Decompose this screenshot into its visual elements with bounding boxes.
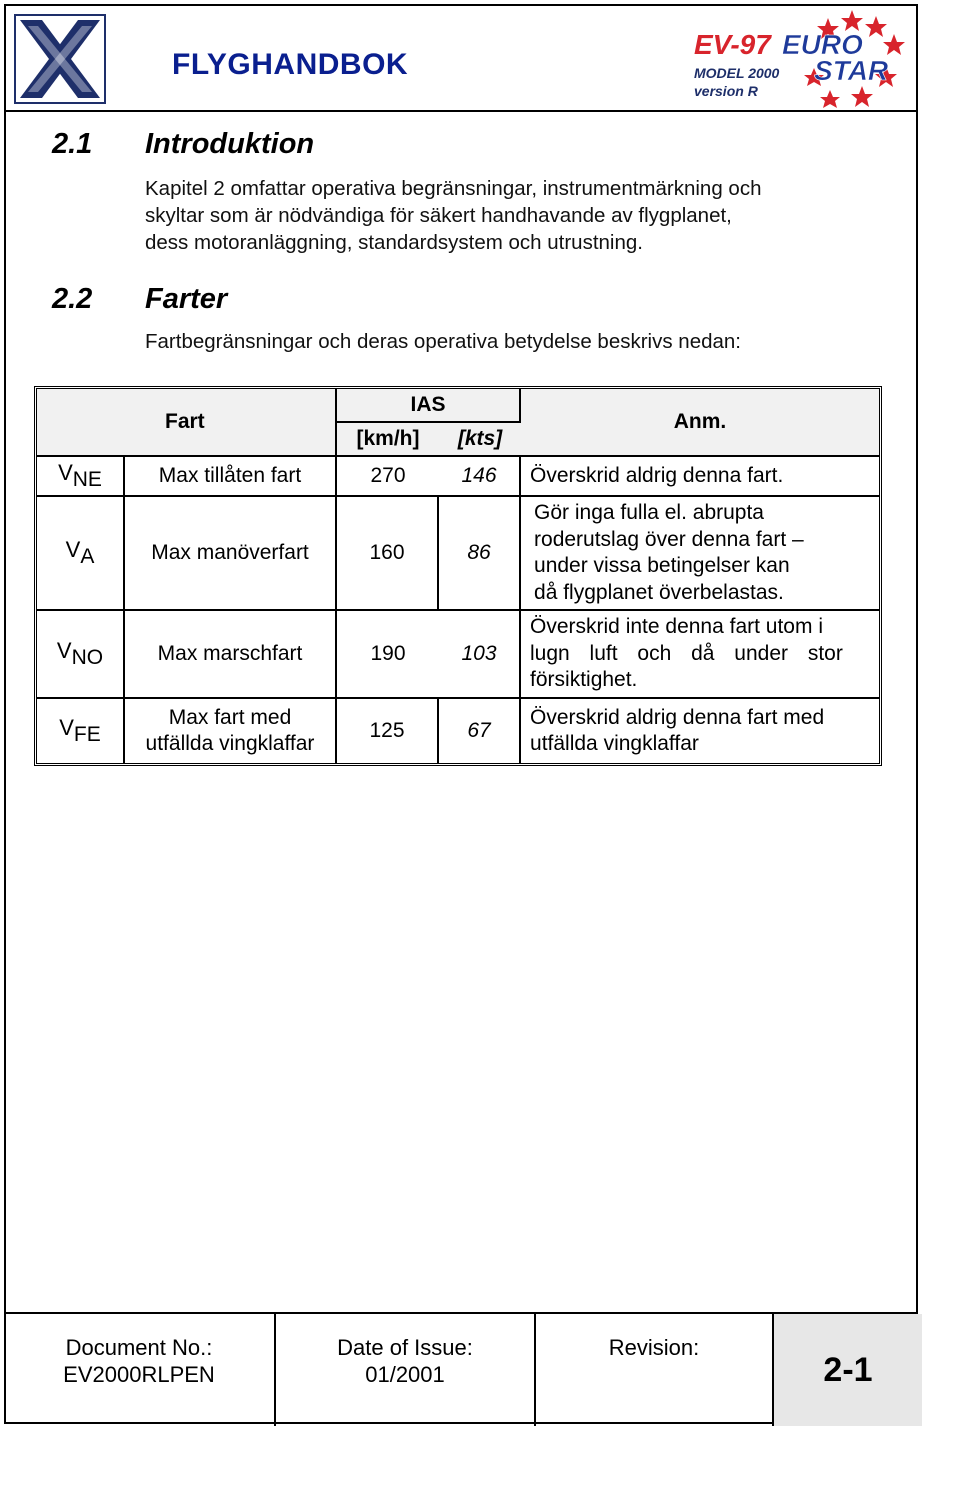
speed-note: Överskrid aldrig denna fart. [521, 457, 879, 497]
section-title-farter: Farter [145, 283, 228, 315]
farter-line: Fartbegränsningar och deras operativa betydelse beskrivs nedan: [145, 330, 741, 353]
footer-revision: Revision: [608, 1335, 700, 1360]
speed-kmh: 270 [337, 457, 439, 497]
speed-description: Max fart med utfällda vingklaffar [125, 699, 337, 763]
section-title-introduktion: Introduktion [145, 128, 315, 160]
brand-ev97: EV-97 [694, 29, 771, 60]
header-fart: Fart [37, 389, 337, 457]
brand-euro: EURO [782, 29, 863, 60]
footer-date-of-issue: Date of Issue: 01/2001 [337, 1335, 473, 1387]
speed-note: Överskrid aldrig denna fart med utfällda vingklaffar [530, 705, 825, 755]
speed-kts: 86 [439, 497, 521, 611]
intro-line: skyltar som är nödvändiga för säkert handhavande av flygplanet, [145, 204, 732, 227]
manual-title: FLYGHANDBOK [172, 48, 409, 81]
speed-kts: 103 [439, 611, 521, 699]
ev97-eurostar-logo [690, 8, 910, 108]
speed-kmh: 160 [337, 497, 439, 611]
speed-kmh: 190 [337, 611, 439, 699]
speed-description: Max tillåten fart [125, 457, 337, 497]
speed-kts: 67 [439, 699, 521, 763]
brand-model: MODEL 2000 [694, 65, 780, 81]
farter-paragraph [145, 328, 875, 355]
speed-kts: 146 [439, 457, 521, 497]
brand-version: version R [694, 83, 758, 99]
table-row [37, 611, 879, 699]
speed-limits-table [34, 386, 882, 766]
intro-paragraph [145, 175, 875, 256]
speed-symbol: $V_{NO}$ [37, 611, 125, 699]
table-row [37, 457, 879, 497]
header-kmh: [km/h] [337, 423, 439, 457]
speed-symbol: $V_{NE}$ [37, 457, 125, 497]
speed-description: Max marschfart [125, 611, 337, 699]
table-row [37, 497, 879, 611]
speed-symbol: $V_A$ [37, 497, 125, 611]
header-ias: IAS [337, 389, 521, 423]
header-anm: Anm. [521, 389, 879, 457]
speed-description: Max manöverfart [125, 497, 337, 611]
intro-line: dess motoranläggning, standardsystem och utrustning. [145, 231, 643, 254]
speed-symbol: $V_{FE}$ [37, 699, 125, 763]
footer-document-number: Document No.: EV2000RLPEN [63, 1335, 215, 1387]
speed-note: Gör inga fulla el. abrupta roderutslag över denna fart – under vissa betingelser kan då flygplanet överbelastas. [521, 497, 879, 611]
page-number: 2-1 [774, 1314, 922, 1426]
header-kts: [kts] [439, 423, 521, 457]
header-divider [4, 110, 918, 112]
speed-kmh: 125 [337, 699, 439, 763]
brand-star: STAR [814, 55, 889, 86]
company-logo-x [14, 14, 106, 104]
page-footer [4, 1312, 918, 1426]
table-row [37, 699, 879, 763]
intro-line: Kapitel 2 omfattar operativa begränsningar, instrumentmärkning och [145, 177, 762, 200]
section-number-2-2: 2.2 [52, 283, 93, 315]
section-number-2-1: 2.1 [52, 128, 93, 160]
speed-note: Överskrid inte denna fart utom i lugn luft och då under stor försiktighet. [521, 611, 879, 699]
